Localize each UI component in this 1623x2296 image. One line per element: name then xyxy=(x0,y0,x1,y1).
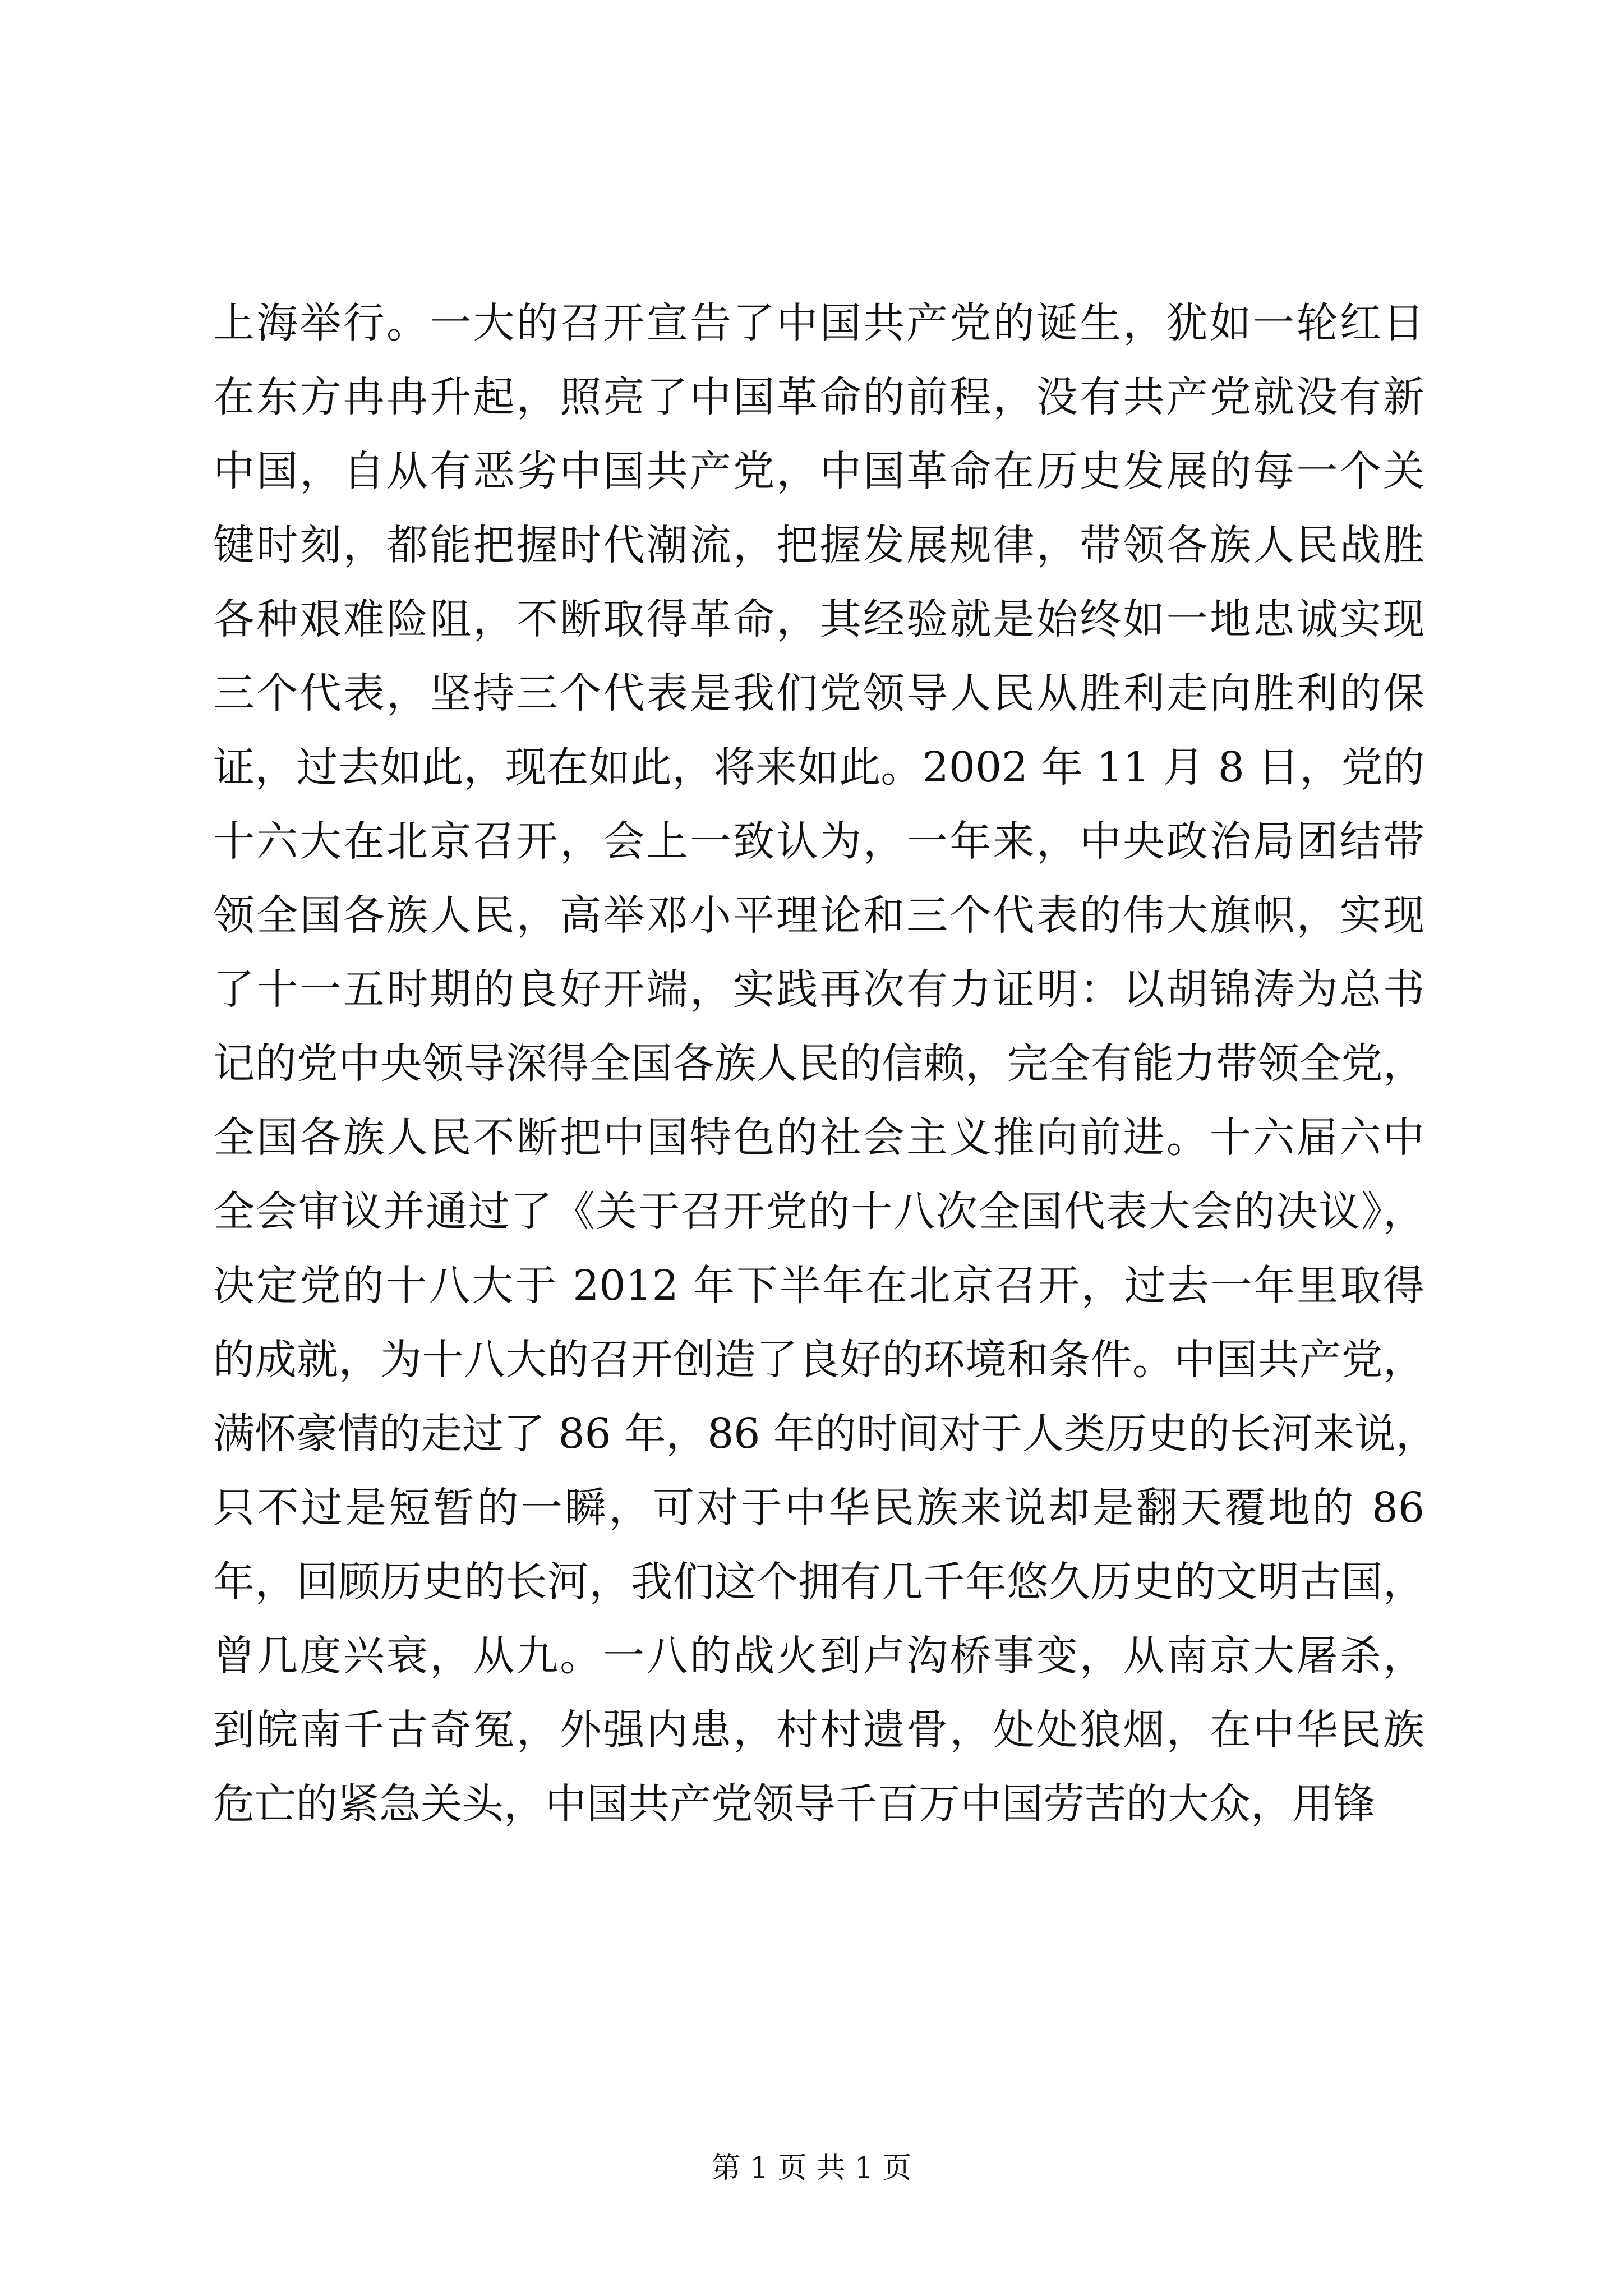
text-line: 领全国各族人民，高举邓小平理论和三个代表的伟大旗帜，实现 xyxy=(213,891,1424,940)
text-line: 证，过去如此，现在如此，将来如此。2002 年 11 月 8 日，党的 xyxy=(213,743,1424,792)
page-footer: 第 1 页 共 1 页 xyxy=(711,2151,912,2185)
text-line: 满怀豪情的走过了 86 年，86 年的时间对于人类历史的长河来说， xyxy=(213,1410,1437,1458)
text-line: 记的党中央领导深得全国各族人民的信赖，完全有能力带领全党， xyxy=(213,1039,1424,1088)
text-line: 了十一五时期的良好开端，实践再次有力证明：以胡锦涛为总书 xyxy=(213,965,1424,1014)
text-line: 十六大在北京召开，会上一致认为，一年来，中央政治局团结带 xyxy=(213,817,1424,866)
text-line: 在东方冉冉升起，照亮了中国革命的前程，没有共产党就没有新 xyxy=(213,373,1424,421)
text-line: 上海举行。一大的召开宣告了中国共产党的诞生，犹如一轮红日 xyxy=(213,299,1424,347)
text-line: 的成就，为十八大的召开创造了良好的环境和条件。中国共产党， xyxy=(213,1336,1424,1384)
text-line: 三个代表，坚持三个代表是我们党领导人民从胜利走向胜利的保 xyxy=(213,669,1424,717)
text-line: 决定党的十八大于 2012 年下半年在北京召开，过去一年里取得 xyxy=(213,1262,1424,1310)
text-line: 只不过是短暂的一瞬，可对于中华民族来说却是翻天覆地的 86 xyxy=(213,1484,1424,1532)
text-line: 年，回顾历史的长河，我们这个拥有几千年悠久历史的文明古国， xyxy=(213,1558,1424,1606)
text-line: 中国，自从有恶劣中国共产党，中国革命在历史发展的每一个关 xyxy=(213,447,1424,495)
body-text xyxy=(213,286,1437,1841)
text-line: 各种艰难险阻，不断取得革命，其经验就是始终如一地忠诚实现 xyxy=(213,595,1424,643)
text-line: 曾几度兴衰，从九。一八的战火到卢沟桥事变，从南京大屠杀， xyxy=(213,1632,1424,1680)
text-line: 危亡的紧急关头，中国共产党领导千百万中国劳苦的大众，用锋 xyxy=(213,1780,1375,1828)
text-line: 到皖南千古奇冤，外强内患，村村遗骨，处处狼烟，在中华民族 xyxy=(213,1706,1424,1754)
text-line: 全会审议并通过了《关于召开党的十八次全国代表大会的决议》， xyxy=(213,1188,1424,1236)
text-line: 键时刻，都能把握时代潮流，把握发展规律，带领各族人民战胜 xyxy=(213,521,1424,569)
text-line: 全国各族人民不断把中国特色的社会主义推向前进。十六届六中 xyxy=(213,1114,1424,1162)
